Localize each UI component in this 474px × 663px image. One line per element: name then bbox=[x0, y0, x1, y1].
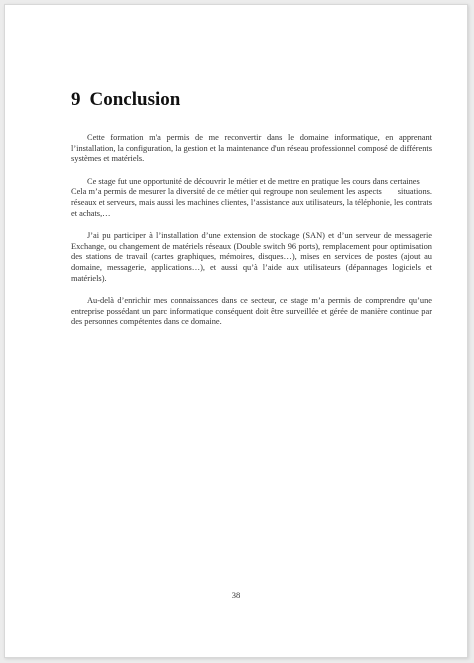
page-number: 38 bbox=[231, 590, 241, 600]
document-page bbox=[4, 4, 468, 658]
body-text bbox=[71, 133, 432, 340]
section-number: 9 bbox=[71, 89, 81, 110]
paragraph-diversite: Cela m’a permis de mesurer la diversité de ce métier qui regroupe non seulement les aspects réseaux et serveurs, mais aussi les machines clientes, l’assistance aux utilisateurs, la téléphonie, les contrats et achats,… bbox=[71, 187, 432, 218]
paragraph-connaissances: Au-delà d’enrichir mes connaissances dans ce secteur, ce stage m’a permis de comprendre qu’une entreprise possédant un parc informatique conséquent doit être surveillée et gérée de manière continue par des personnes compétentes dans ce domaine. bbox=[71, 296, 432, 327]
paragraph-formation: Cette formation m'a permis de me reconvertir dans le domaine informatique, en apprenant l’installation, la configuration, la gestion et la maintenance d'un réseau professionnel composé de différents systèmes et matériels. bbox=[71, 133, 432, 164]
section-heading bbox=[71, 89, 180, 111]
paragraph-participation: J’ai pu participer à l’installation d’une extension de stockage (SAN) et d’un serveur de messagerie Exchange, ou changement de matériels réseaux (Double switch 96 ports), remplacement pour optimisation des stations de travail (cartes graphiques, mémoires, disques…), mises en services de postes (ajout au domaine, messagerie, applications…), et aussi qu’à l’aide aux utilisateurs (dépannages logiciels et matériels). bbox=[71, 231, 432, 283]
section-title: Conclusion bbox=[89, 89, 181, 110]
paragraph-stage-text: Ce stage fut une opportunité de découvrir le métier et de mettre en pratique les cours dans certaines bbox=[87, 176, 420, 186]
paragraph-stage-end: situations. bbox=[397, 187, 432, 197]
paragraph-stage bbox=[71, 176, 432, 197]
